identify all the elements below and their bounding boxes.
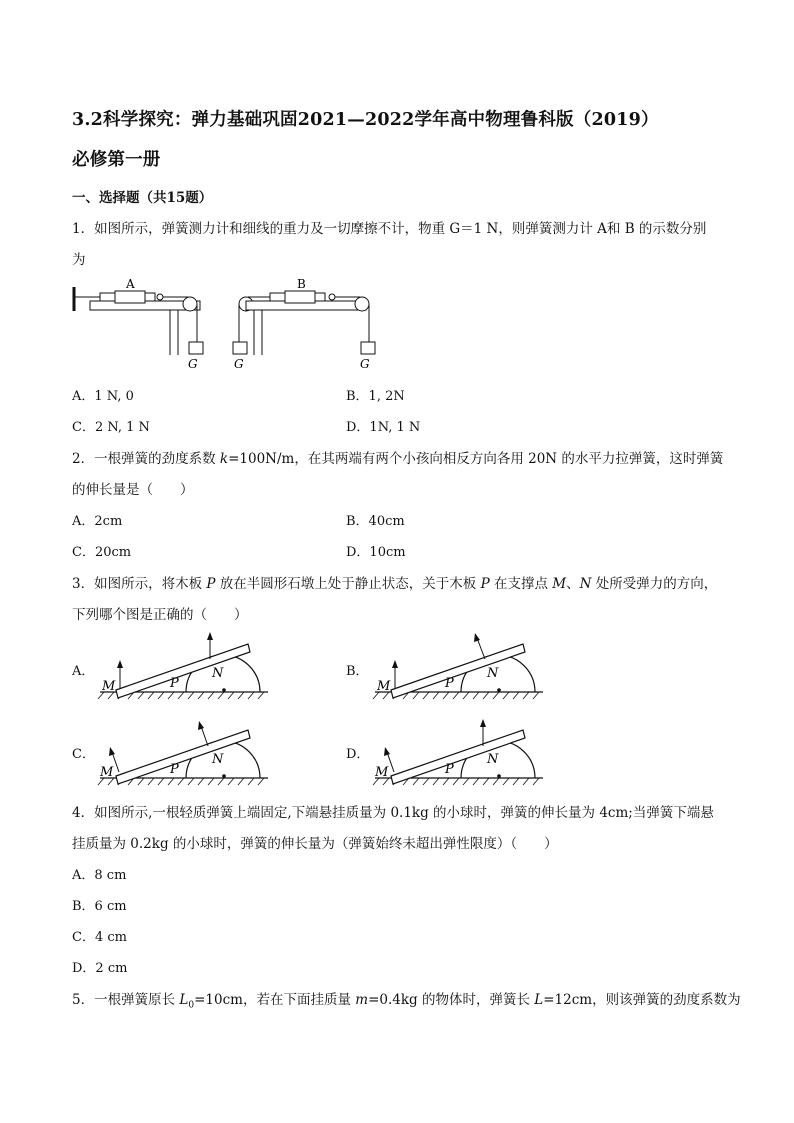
q3a-label-p: P <box>170 676 179 691</box>
q1-option-b: B．1, 2N <box>346 389 405 404</box>
page-title-line2: 必修第一册 <box>72 150 161 170</box>
page-title: 3.2科学探究：弹力基础巩固2021—2022学年高中物理鲁科版（2019） <box>72 110 659 130</box>
fig-label-g1: G <box>188 357 198 371</box>
q2-option-a: A．2cm <box>72 514 123 529</box>
q3d-label-p: P <box>445 762 454 777</box>
fig-label-g3: G <box>360 357 370 371</box>
question-4-text: 4．如图所示,一根轻质弹簧上端固定,下端悬挂质量为 0.1kg 的小球时，弹簧的伸长量为 4cm;当弹簧下端悬 <box>72 805 714 821</box>
q1-option-c: C．2 N, 1 N <box>72 420 150 435</box>
question-3-text: 3．如图所示，将木板 P 放在半圆形石墩上处于静止状态，关于木板 P 在支撑点 M、N 处所受弹力的方向， <box>72 576 718 592</box>
q4-option-b: B．6 cm <box>72 899 127 914</box>
q2-option-b: B．40cm <box>346 514 405 529</box>
fig-label-b: B <box>297 277 306 291</box>
question-2-text: 2．一根弹簧的劲度系数 k=100N/m，在其两端有两个小孩向相反方向各用 20N 的水平力拉弹簧，这时弹簧 <box>72 451 724 467</box>
question-2-text-cont: 的伸长量是（ ） <box>72 482 194 498</box>
question-4-text-cont: 挂质量为 0.2kg 的小球时，弹簧的伸长量为（弹簧始终未超出弹性限度）（ ） <box>72 836 558 852</box>
q3c-label-m: M <box>100 765 114 780</box>
q3b-label-m: M <box>377 679 391 694</box>
question-1-text: 1．如图所示，弹簧测力计和细线的重力及一切摩擦不计，物重 G＝1 N，则弹簧测力计 A和 B 的示数分别 <box>72 221 707 237</box>
question-1-figure <box>70 277 400 373</box>
q4-option-c: C．4 cm <box>72 930 127 945</box>
q3c-label-n: N <box>212 752 224 767</box>
q1-option-d: D．1N, 1 N <box>346 420 421 435</box>
q3-option-d: D． <box>346 747 370 762</box>
fig-label-a: A <box>126 277 135 291</box>
q1-option-a: A．1 N, 0 <box>72 389 134 404</box>
q4-option-d: D．2 cm <box>72 961 128 976</box>
question-3-text-cont: 下列哪个图是正确的（ ） <box>72 607 248 623</box>
fig-label-g2: G <box>234 357 244 371</box>
question-5-text: 5．一根弹簧原长 $L_0=10cm$，若在下面挂质量 m=0.4kg 的物体时，弹簧长 L=12cm，则该弹簧的劲度系数为 <box>72 992 741 1011</box>
q3-figure-c <box>98 712 278 790</box>
q3b-label-n: N <box>487 666 499 681</box>
q3-figure-a <box>98 628 278 703</box>
q3d-label-n: N <box>487 752 499 767</box>
q2-option-c: C．20cm <box>72 545 132 560</box>
q3-figure-d <box>373 712 553 790</box>
question-1-text-cont: 为 <box>72 252 86 268</box>
q3a-label-n: N <box>212 666 224 681</box>
q2-option-d: D．10cm <box>346 545 406 560</box>
q3a-label-m: M <box>102 679 116 694</box>
q3d-label-m: M <box>375 765 389 780</box>
section-heading: 一、选择题（共15题） <box>72 190 213 206</box>
q3-option-c: C． <box>72 747 95 762</box>
q3b-label-p: P <box>445 676 454 691</box>
q4-option-a: A．8 cm <box>72 868 127 883</box>
q3-figure-b <box>373 628 553 703</box>
q3-option-b: B． <box>346 664 369 679</box>
q3c-label-p: P <box>170 762 179 777</box>
q3-option-a: A． <box>72 664 95 679</box>
